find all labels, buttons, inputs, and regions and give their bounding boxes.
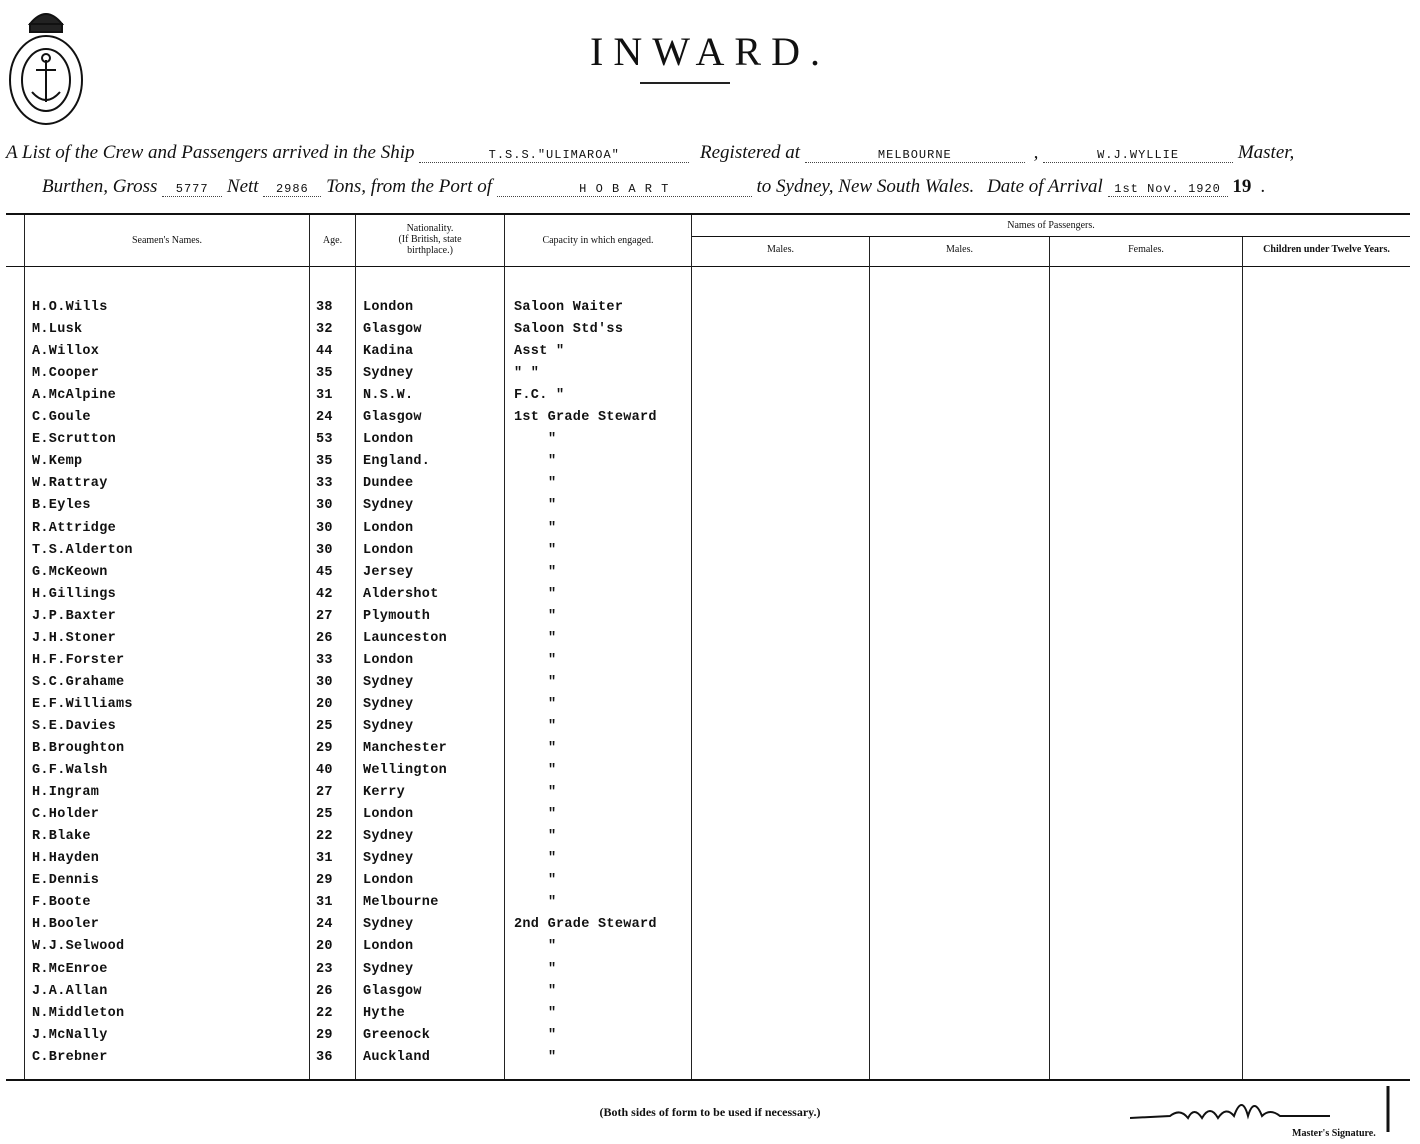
seaman-capacity: ": [548, 543, 557, 558]
ship-name-field: T.S.S."ULIMAROA": [419, 148, 689, 163]
arrival-date-field: 1st Nov. 1920: [1108, 182, 1228, 197]
header-males-2: Males.: [946, 244, 973, 255]
seaman-age: 22: [316, 1006, 333, 1021]
burthen-label: Burthen, Gross: [42, 176, 158, 197]
seaman-name: M.Cooper: [32, 366, 100, 381]
seaman-name: M.Lusk: [32, 322, 83, 337]
seaman-capacity: ": [548, 785, 557, 800]
seaman-age: 35: [316, 366, 333, 381]
header-nationality-line2: (If British, state: [398, 234, 462, 245]
tons-from-label: Tons, from the Port of: [326, 176, 493, 197]
column-rule: [1242, 237, 1243, 1079]
seaman-name: E.Dennis: [32, 873, 100, 888]
seaman-name: T.S.Alderton: [32, 543, 133, 558]
seaman-age: 22: [316, 829, 333, 844]
seaman-name: H.Booler: [32, 917, 100, 932]
header-nationality-line3: birthplace.): [407, 245, 453, 256]
seaman-age: 30: [316, 521, 333, 536]
to-sydney-label: to Sydney, New South Wales.: [756, 176, 975, 197]
seaman-age: 33: [316, 653, 333, 668]
title-underline: [640, 82, 730, 84]
seaman-name: A.McAlpine: [32, 388, 117, 403]
seaman-name: R.Attridge: [32, 521, 117, 536]
seaman-name: J.A.Allan: [32, 984, 108, 999]
seaman-capacity: ": [548, 763, 557, 778]
seaman-capacity: ": [548, 631, 557, 646]
seaman-capacity: ": [548, 521, 557, 536]
seaman-name: A.Willox: [32, 344, 100, 359]
seaman-nationality: London: [363, 543, 414, 558]
date-of-arrival-label: Date of Arrival: [987, 176, 1103, 197]
seaman-nationality: Hythe: [363, 1006, 406, 1021]
seaman-capacity: ": [548, 498, 557, 513]
seaman-age: 42: [316, 587, 333, 602]
seaman-name: J.P.Baxter: [32, 609, 117, 624]
seaman-name: R.Blake: [32, 829, 91, 844]
registered-label: Registered at: [700, 142, 801, 163]
seaman-name: W.J.Selwood: [32, 939, 125, 954]
seaman-age: 29: [316, 741, 333, 756]
seaman-capacity: ": [548, 984, 557, 999]
seaman-age: 27: [316, 785, 333, 800]
year-suffix: 19: [1232, 176, 1252, 197]
seaman-nationality: Launceston: [363, 631, 448, 646]
seaman-nationality: N.S.W.: [363, 388, 414, 403]
header-children: Children under Twelve Years.: [1263, 244, 1390, 255]
seaman-capacity: Saloon Std'ss: [514, 322, 624, 337]
signature-caption: Master's Signature.: [1292, 1128, 1376, 1139]
seaman-nationality: London: [363, 939, 414, 954]
passengers-subheader-rule: [692, 236, 1410, 237]
seaman-capacity: ": [548, 873, 557, 888]
seaman-age: 24: [316, 917, 333, 932]
header-nationality-line1: Nationality.: [406, 223, 454, 234]
seaman-name: H.O.Wills: [32, 300, 108, 315]
seaman-capacity: ": [548, 675, 557, 690]
seaman-capacity: ": [548, 741, 557, 756]
header-males-1: Males.: [767, 244, 794, 255]
column-rule: [504, 215, 505, 1079]
seaman-age: 44: [316, 344, 333, 359]
seaman-capacity: ": [548, 697, 557, 712]
master-name-field: W.J.WYLLIE: [1043, 148, 1233, 163]
registered-port-field: MELBOURNE: [805, 148, 1025, 163]
seaman-nationality: Kerry: [363, 785, 406, 800]
seaman-nationality: Greenock: [363, 1028, 431, 1043]
seaman-capacity: ": [548, 829, 557, 844]
column-rule: [24, 215, 25, 1079]
seaman-nationality: Sydney: [363, 697, 414, 712]
seaman-age: 33: [316, 476, 333, 491]
seaman-capacity: ": [548, 653, 557, 668]
seaman-capacity: " ": [514, 366, 540, 381]
seaman-nationality: Sydney: [363, 917, 414, 932]
seaman-nationality: Manchester: [363, 741, 448, 756]
master-label: Master,: [1237, 142, 1295, 163]
seaman-name: F.Boote: [32, 895, 91, 910]
header-capacity: Capacity in which engaged.: [542, 235, 654, 246]
seaman-age: 26: [316, 631, 333, 646]
seaman-capacity: ": [548, 807, 557, 822]
footer-note: (Both sides of form to be used if necessary.): [599, 1105, 821, 1119]
seaman-capacity: ": [548, 565, 557, 580]
seaman-nationality: Jersey: [363, 565, 414, 580]
seaman-name: G.F.Walsh: [32, 763, 108, 778]
seaman-nationality: Wellington: [363, 763, 448, 778]
seaman-nationality: Aldershot: [363, 587, 439, 602]
seaman-name: S.E.Davies: [32, 719, 117, 734]
seaman-capacity: ": [548, 609, 557, 624]
seaman-capacity: ": [548, 454, 557, 469]
seaman-age: 36: [316, 1050, 333, 1065]
header-nationality: [356, 223, 504, 256]
seaman-name: S.C.Grahame: [32, 675, 125, 690]
seaman-age: 40: [316, 763, 333, 778]
seaman-name: H.Gillings: [32, 587, 117, 602]
seaman-age: 38: [316, 300, 333, 315]
seaman-nationality: London: [363, 873, 414, 888]
nett-label: Nett: [226, 176, 259, 197]
seaman-name: B.Eyles: [32, 498, 91, 513]
seaman-name: H.F.Forster: [32, 653, 125, 668]
seaman-nationality: London: [363, 300, 414, 315]
seaman-name: R.McEnroe: [32, 962, 108, 977]
column-rule: [691, 215, 692, 1079]
seaman-name: J.McNally: [32, 1028, 108, 1043]
gross-tons-field: 5777: [162, 182, 222, 197]
seaman-age: 20: [316, 939, 333, 954]
seaman-nationality: Auckland: [363, 1050, 431, 1065]
seaman-name: G.McKeown: [32, 565, 108, 580]
seaman-capacity: Asst ": [514, 344, 565, 359]
seaman-name: J.H.Stoner: [32, 631, 117, 646]
seaman-age: 25: [316, 807, 333, 822]
header-seamen-names: Seamen's Names.: [131, 235, 203, 246]
seaman-age: 53: [316, 432, 333, 447]
seaman-age: 35: [316, 454, 333, 469]
seaman-nationality: Glasgow: [363, 984, 422, 999]
header-line-2: Burthen, Gross 5777 Nett 2986 Tons, from the Port of H O B A R T to Sydney, New South Wales. Date of Arrival 1st Nov. 1920 19 .: [42, 176, 1266, 197]
seaman-name: W.Rattray: [32, 476, 108, 491]
seaman-capacity: 1st Grade Steward: [514, 410, 657, 425]
seaman-nationality: Glasgow: [363, 410, 422, 425]
table-bottom-rule: [6, 1079, 1410, 1081]
seaman-name: W.Kemp: [32, 454, 83, 469]
seaman-age: 30: [316, 675, 333, 690]
seaman-name: H.Ingram: [32, 785, 100, 800]
header-females: Females.: [1128, 244, 1164, 255]
seaman-name: H.Hayden: [32, 851, 100, 866]
seaman-nationality: London: [363, 807, 414, 822]
seaman-capacity: ": [548, 476, 557, 491]
seaman-capacity: ": [548, 1050, 557, 1065]
seaman-nationality: Dundee: [363, 476, 414, 491]
seaman-capacity: ": [548, 1006, 557, 1021]
header-age: Age.: [322, 235, 343, 246]
seaman-name: B.Broughton: [32, 741, 125, 756]
seaman-age: 20: [316, 697, 333, 712]
seaman-name: E.F.Williams: [32, 697, 133, 712]
seaman-age: 26: [316, 984, 333, 999]
seaman-nationality: London: [363, 521, 414, 536]
seaman-age: 32: [316, 322, 333, 337]
seaman-capacity: Saloon Waiter: [514, 300, 624, 315]
seaman-nationality: Sydney: [363, 851, 414, 866]
column-rule: [1049, 237, 1050, 1079]
nett-tons-field: 2986: [263, 182, 321, 197]
seaman-age: 31: [316, 388, 333, 403]
seaman-nationality: England.: [363, 454, 431, 469]
seaman-capacity: ": [548, 851, 557, 866]
seaman-nationality: Sydney: [363, 829, 414, 844]
seaman-capacity: 2nd Grade Steward: [514, 917, 657, 932]
table-header-bottom-rule: [6, 266, 1410, 267]
form-title: INWARD.: [590, 29, 830, 74]
seaman-age: 25: [316, 719, 333, 734]
seaman-name: C.Brebner: [32, 1050, 108, 1065]
seaman-age: 45: [316, 565, 333, 580]
seaman-capacity: ": [548, 895, 557, 910]
seaman-nationality: Sydney: [363, 366, 414, 381]
header-names-of-passengers: Names of Passengers.: [1007, 220, 1095, 231]
seaman-nationality: Sydney: [363, 962, 414, 977]
seaman-age: 31: [316, 851, 333, 866]
from-port-field: H O B A R T: [497, 182, 752, 197]
seaman-capacity: F.C. ": [514, 388, 565, 403]
column-rule: [869, 237, 870, 1079]
seaman-name: C.Goule: [32, 410, 91, 425]
column-rule: [355, 215, 356, 1079]
table-top-rule: [6, 213, 1410, 215]
seaman-age: 24: [316, 410, 333, 425]
seaman-name: C.Holder: [32, 807, 100, 822]
seaman-nationality: Sydney: [363, 719, 414, 734]
seaman-age: 27: [316, 609, 333, 624]
seaman-nationality: Glasgow: [363, 322, 422, 337]
seaman-age: 29: [316, 1028, 333, 1043]
seaman-age: 30: [316, 498, 333, 513]
seaman-nationality: London: [363, 432, 414, 447]
seaman-capacity: ": [548, 1028, 557, 1043]
header-line-1: A List of the Crew and Passengers arrived in the Ship T.S.S."ULIMAROA" Registered at MELBOURNE , W.J.WYLLIE Master,: [6, 142, 1295, 163]
seaman-age: 30: [316, 543, 333, 558]
seaman-capacity: ": [548, 719, 557, 734]
seaman-name: N.Middleton: [32, 1006, 125, 1021]
seaman-nationality: Sydney: [363, 675, 414, 690]
seaman-nationality: Plymouth: [363, 609, 431, 624]
seaman-age: 29: [316, 873, 333, 888]
seaman-capacity: ": [548, 587, 557, 602]
seaman-nationality: London: [363, 653, 414, 668]
seaman-nationality: Melbourne: [363, 895, 439, 910]
seaman-age: 31: [316, 895, 333, 910]
seaman-capacity: ": [548, 939, 557, 954]
seaman-age: 23: [316, 962, 333, 977]
line1-prefix: A List of the Crew and Passengers arrived in the Ship: [6, 142, 415, 163]
seaman-capacity: ": [548, 962, 557, 977]
column-rule: [309, 215, 310, 1079]
seaman-name: E.Scrutton: [32, 432, 117, 447]
seaman-capacity: ": [548, 432, 557, 447]
seaman-nationality: Kadina: [363, 344, 414, 359]
seaman-nationality: Sydney: [363, 498, 414, 513]
